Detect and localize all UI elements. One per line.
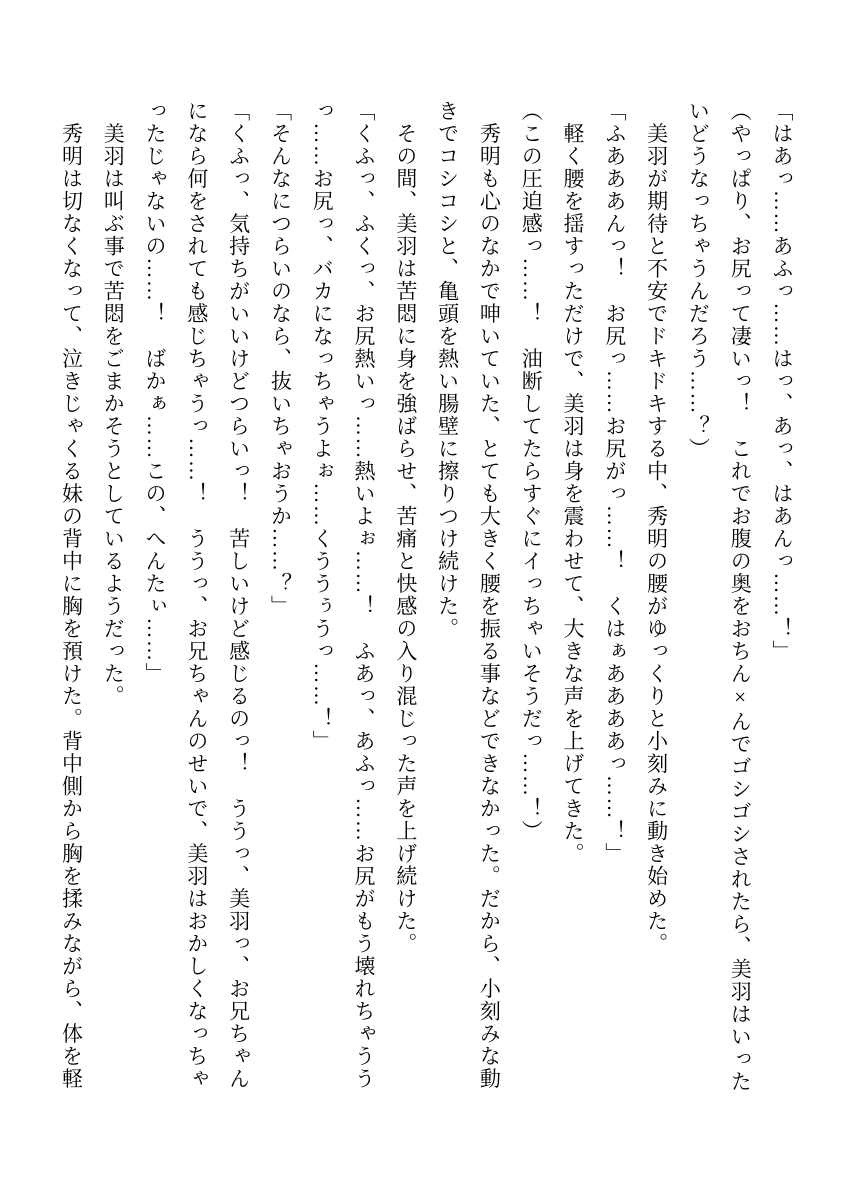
text-line-1: 「はあっ……あふっ……はっ、あっ、はあんっ……！」	[770, 100, 794, 663]
text-line-10: その間、美羽は苦悶に身を強ばらせ、苦痛と快感の入り混じった声を上げ続けた。	[393, 100, 418, 955]
text-line-15: になら何をされても感じちゃうっ……！ ううっ、お兄ちゃんのせいで、美羽はおかしくなっちゃ	[184, 100, 209, 1090]
text-line-4: 美羽が期待と不安でドキドキする中、秀明の腰がゆっくりと小刻みに動き始めた。	[644, 100, 669, 955]
text-line-8: 秀明も心のなかで呻いていた、とても大きく腰を振る事などできなかった。だから、小刻みな動	[477, 100, 502, 1090]
text-line-14: 「くふっ、気持ちがいいけどつらいっ！ 苦しいけど感じるのっ！ ううっ、美羽っ、お兄ちゃん	[226, 100, 251, 1090]
text-line-11: 「くふっ、ふくっ、お尻熱いっ……熱いよぉ……！ ふあっ、あふっ……お尻がもう壊れちゃうう	[352, 100, 377, 1090]
text-line-2: （やっぱり、お尻って凄いっ！ これでお腹の奥をおちん×んでゴシゴシされたら、美羽はいった	[728, 100, 753, 1093]
text-line-12: っ……お尻っ、バカになっちゃうよぉ……くううぅうっ……！」	[310, 100, 335, 753]
text-line-16: ったじゃないの……！ ばかぁ……この、へんたぃ……」	[143, 100, 168, 685]
text-line-6: 軽く腰を揺すっただけで、美羽は身を震わせて、大きな声を上げてきた。	[561, 100, 586, 865]
text-line-17: 美羽は叫ぶ事で苦悶をごまかそうとしているようだった。	[101, 100, 126, 708]
text-line-5: 「ふあああんっ！ お尻っ……お尻がっ……！ くはぁああああっ……！」	[602, 100, 627, 865]
text-line-18: 秀明は切なくなって、泣きじゃくる妹の背中に胸を預けた。背中側から胸を揉みながら、体を軽	[59, 100, 84, 1090]
text-line-13: 「そんなにつらいのなら、抜いちゃおうか……？」	[268, 100, 293, 618]
text-line-7: （この圧迫感っ……！ 油断してたらすぐにイっちゃいそうだっ……！）	[519, 100, 544, 843]
text-line-3: いどうなっちゃうんだろう……？）	[686, 100, 711, 460]
novel-page-text	[50, 100, 802, 1093]
text-line-9: きでコシコシと、亀頭を熱い腸壁に擦りつけ続けた。	[435, 100, 460, 640]
